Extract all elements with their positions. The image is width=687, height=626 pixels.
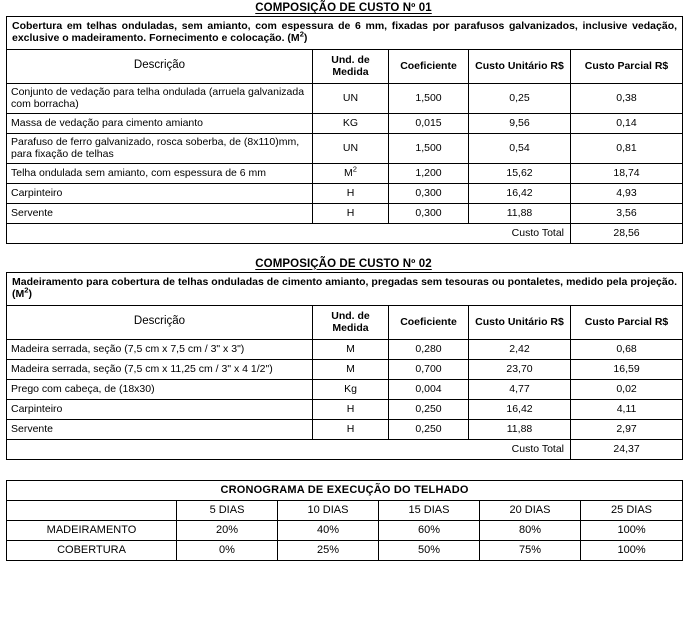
cell-custo-parcial: 18,74 xyxy=(571,163,683,183)
cronograma-cell: 75% xyxy=(480,540,581,560)
cell-custo-parcial: 0,02 xyxy=(571,379,683,399)
cronograma-column-header-4: 20 DIAS xyxy=(480,500,581,520)
cell-custo-unitario: 23,70 xyxy=(469,359,571,379)
cell-unidade: H xyxy=(313,399,389,419)
column-header-coeficiente: Coeficiente xyxy=(389,49,469,83)
composition-2-title-text: COMPOSIÇÃO DE CUSTO Nº 02 xyxy=(255,257,432,270)
cell-unidade: M xyxy=(313,359,389,379)
total-value: 28,56 xyxy=(571,223,683,243)
cell-coeficiente: 0,280 xyxy=(389,339,469,359)
cell-descricao: Carpinteiro xyxy=(7,183,313,203)
cell-custo-unitario: 11,88 xyxy=(469,203,571,223)
cell-descricao: Servente xyxy=(7,203,313,223)
column-header-descricao: Descrição xyxy=(7,305,313,339)
cronograma-cell: 100% xyxy=(581,540,683,560)
cell-descricao: Massa de vedação para cimento amianto xyxy=(7,113,313,133)
spacer-2 xyxy=(0,460,687,480)
table-row xyxy=(7,203,683,223)
composition-1-title-text: COMPOSIÇÃO DE CUSTO Nº 01 xyxy=(255,2,432,14)
cell-custo-unitario: 4,77 xyxy=(469,379,571,399)
cronograma-title: CRONOGRAMA DE EXECUÇÃO DO TELHADO xyxy=(7,480,683,500)
composition-2-table xyxy=(6,272,683,460)
table-row xyxy=(7,399,683,419)
cronograma-cell: 60% xyxy=(379,520,480,540)
cell-unidade: H xyxy=(313,203,389,223)
composition-1-table xyxy=(6,16,683,244)
cell-custo-parcial: 0,14 xyxy=(571,113,683,133)
cell-coeficiente: 1,500 xyxy=(389,133,469,163)
cronograma-cell: 0% xyxy=(177,540,278,560)
column-header-descricao: Descrição xyxy=(7,49,313,83)
cell-custo-unitario: 16,42 xyxy=(469,399,571,419)
composition-2-header-row xyxy=(7,305,683,339)
composition-1-total-row xyxy=(7,223,683,243)
total-value: 24,37 xyxy=(571,439,683,459)
cronograma-table xyxy=(6,480,683,561)
cell-coeficiente: 1,500 xyxy=(389,83,469,113)
cell-descricao: Carpinteiro xyxy=(7,399,313,419)
cell-descricao: Parafuso de ferro galvanizado, rosca soberba, de (8x110)mm, para fixação de telhas xyxy=(7,133,313,163)
cell-unidade: Kg xyxy=(313,379,389,399)
total-label: Custo Total xyxy=(7,439,571,459)
table-row xyxy=(7,339,683,359)
cronograma-row-madeiramento xyxy=(7,520,683,540)
cell-descricao: Prego com cabeça, de (18x30) xyxy=(7,379,313,399)
cronograma-cell: 50% xyxy=(379,540,480,560)
cell-custo-unitario: 0,54 xyxy=(469,133,571,163)
cronograma-column-header-5: 25 DIAS xyxy=(581,500,683,520)
cell-unidade: $M^2$ xyxy=(313,163,389,183)
table-row xyxy=(7,133,683,163)
table-row xyxy=(7,183,683,203)
total-label: Custo Total xyxy=(7,223,571,243)
cell-custo-parcial: 3,56 xyxy=(571,203,683,223)
cronograma-cell: 100% xyxy=(581,520,683,540)
composition-2-total-row xyxy=(7,439,683,459)
cell-custo-unitario: 2,42 xyxy=(469,339,571,359)
cronograma-column-header-3: 15 DIAS xyxy=(379,500,480,520)
cell-coeficiente: 0,015 xyxy=(389,113,469,133)
spacer-1 xyxy=(0,244,687,256)
table-row xyxy=(7,359,683,379)
cell-unidade: H xyxy=(313,183,389,203)
table-row xyxy=(7,113,683,133)
cell-descricao: Madeira serrada, seção (7,5 cm x 11,25 cm / 3" x 4 1/2") xyxy=(7,359,313,379)
composition-2-title xyxy=(0,256,687,272)
cell-unidade: UN xyxy=(313,133,389,163)
column-header-custo-unitario: Custo Unitário R$ xyxy=(469,49,571,83)
composition-2-description: Madeiramento para cobertura de telhas onduladas de cimento amianto, pregadas sem tesouras ou pontaletes, medido pela projeção. $(M^2)$ xyxy=(7,272,683,305)
table-row xyxy=(7,163,683,183)
cell-custo-unitario: 0,25 xyxy=(469,83,571,113)
cronograma-cell: 20% xyxy=(177,520,278,540)
cell-custo-unitario: 11,88 xyxy=(469,419,571,439)
cell-unidade: M xyxy=(313,339,389,359)
column-header-custo-unitario: Custo Unitário R$ xyxy=(469,305,571,339)
cell-coeficiente: 1,200 xyxy=(389,163,469,183)
composition-1-description: Cobertura em telhas onduladas, sem amianto, com espessura de 6 mm, fixadas por parafusos galvanizados, inclusive vedação, exclusive o madeiramento. Fornecimento e colocação. $(M^2)$ xyxy=(7,17,683,50)
cell-coeficiente: 0,250 xyxy=(389,419,469,439)
cronograma-header-row xyxy=(7,500,683,520)
cell-custo-parcial: 0,81 xyxy=(571,133,683,163)
cell-custo-unitario: 15,62 xyxy=(469,163,571,183)
column-header-custo-parcial: Custo Parcial R$ xyxy=(571,49,683,83)
cell-descricao: Servente xyxy=(7,419,313,439)
cronograma-row-label: COBERTURA xyxy=(7,540,177,560)
column-header-unidade: Und. de Medida xyxy=(313,49,389,83)
cronograma-column-header-1: 5 DIAS xyxy=(177,500,278,520)
cell-coeficiente: 0,300 xyxy=(389,183,469,203)
composition-2-description-row xyxy=(7,272,683,305)
table-row xyxy=(7,379,683,399)
cell-custo-parcial: 4,11 xyxy=(571,399,683,419)
cronograma-cell: 40% xyxy=(278,520,379,540)
composition-1-header-row xyxy=(7,49,683,83)
cell-custo-unitario: 16,42 xyxy=(469,183,571,203)
cronograma-row-cobertura xyxy=(7,540,683,560)
column-header-unidade: Und. de Medida xyxy=(313,305,389,339)
cell-custo-parcial: 0,38 xyxy=(571,83,683,113)
cell-unidade: KG xyxy=(313,113,389,133)
cell-descricao: Telha ondulada sem amianto, com espessura de 6 mm xyxy=(7,163,313,183)
composition-1-description-row xyxy=(7,17,683,50)
cell-custo-unitario: 9,56 xyxy=(469,113,571,133)
cell-unidade: UN xyxy=(313,83,389,113)
cell-coeficiente: 0,004 xyxy=(389,379,469,399)
cell-coeficiente: 0,250 xyxy=(389,399,469,419)
cronograma-cell: 80% xyxy=(480,520,581,540)
cell-custo-parcial: 2,97 xyxy=(571,419,683,439)
cell-coeficiente: 0,700 xyxy=(389,359,469,379)
cell-coeficiente: 0,300 xyxy=(389,203,469,223)
cronograma-title-row xyxy=(7,480,683,500)
cell-descricao: Madeira serrada, seção (7,5 cm x 7,5 cm / 3" x 3") xyxy=(7,339,313,359)
table-row xyxy=(7,419,683,439)
column-header-custo-parcial: Custo Parcial R$ xyxy=(571,305,683,339)
composition-1-title xyxy=(0,0,687,16)
cell-custo-parcial: 16,59 xyxy=(571,359,683,379)
cell-custo-parcial: 4,93 xyxy=(571,183,683,203)
cronograma-column-header-2: 10 DIAS xyxy=(278,500,379,520)
cell-custo-parcial: 0,68 xyxy=(571,339,683,359)
table-row xyxy=(7,83,683,113)
cell-descricao: Conjunto de vedação para telha ondulada (arruela galvanizada com borracha) xyxy=(7,83,313,113)
cell-unidade: H xyxy=(313,419,389,439)
cronograma-row-label: MADEIRAMENTO xyxy=(7,520,177,540)
cronograma-cell: 25% xyxy=(278,540,379,560)
cronograma-corner-cell xyxy=(7,500,177,520)
column-header-coeficiente: Coeficiente xyxy=(389,305,469,339)
